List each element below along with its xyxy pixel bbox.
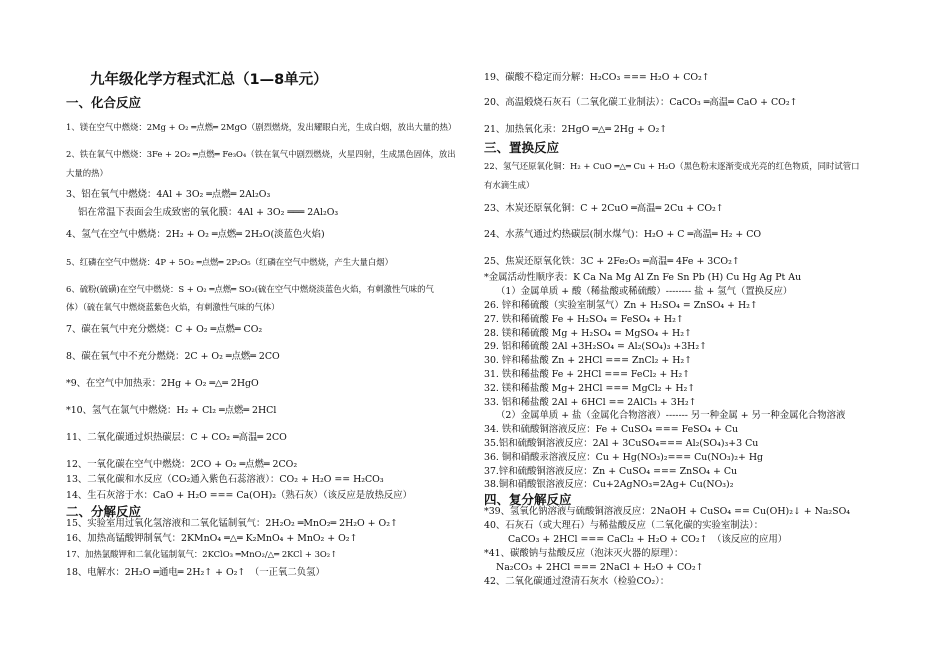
equation-line: 15、实验室用过氧化氢溶液和二氧化锰制氧气：2H₂O₂ ═MnO₂═ 2H₂O + O₂↑ <box>66 518 398 529</box>
section-heading: 一、化合反应 <box>66 95 142 110</box>
equation-line: 8、碳在氧气中不充分燃烧：2C + O₂ ═点燃═ 2CO <box>66 351 280 362</box>
equation-line: 42、二氧化碳通过澄清石灰水（检验CO₂）： <box>484 576 670 587</box>
equation-line: 11、二氧化碳通过炽热碳层：C + CO₂ ═高温═ 2CO <box>66 432 287 443</box>
equation-line: 25、焦炭还原氧化铁：3C + 2Fe₂O₃ ═高温═ 4Fe + 3CO₂↑ <box>484 256 740 267</box>
equation-line: 铝在常温下表面会生成致密的氧化膜：4Al + 3O₂ ═══ 2Al₂O₃ <box>78 207 339 218</box>
equation-line: *41、碳酸钠与盐酸反应（泡沫灭火器的原理）： <box>484 548 684 559</box>
equation-line: 12、一氧化碳在空气中燃烧：2CO + O₂ ═点燃═ 2CO₂ <box>66 459 298 470</box>
equation-line: 13、二氧化碳和水反应（CO₂通入紫色石蕊溶液）：CO₂ + H₂O == H₂CO₃ <box>66 474 384 485</box>
section-heading: 三、置换反应 <box>484 140 560 155</box>
equation-line: 1、镁在空气中燃烧：2Mg + O₂ ═点燃═ 2MgO（剧烈燃烧，发出耀眼白光，生成白烟，放出大量的热） <box>66 122 457 132</box>
equation-line: 35.铝和硫酸铜溶液反应：2Al + 3CuSO₄=== Al₂(SO₄)₃+3 Cu <box>484 438 759 449</box>
equation-line: 24、水蒸气通过灼热碳层(制水煤气)：H₂O + C ═高温═ H₂ + CO <box>484 229 762 240</box>
equation-line: 4、氢气在空气中燃烧：2H₂ + O₂ ═点燃═ 2H₂O(淡蓝色火焰) <box>66 229 325 240</box>
equation-line: 3、铝在氧气中燃烧：4Al + 3O₂ ═点燃═ 2Al₂O₃ <box>66 189 271 200</box>
equation-line: 17、加热氯酸钾和二氧化锰制氧气：2KClO₃ ═MnO₂/△═ 2KCl + 3O₂↑ <box>66 549 338 559</box>
equation-line: （2）金属单质 + 盐（金属化合物溶液）------- 另一种金属 + 另一种金属化合物溶液 <box>496 410 846 421</box>
equation-line: 7、碳在氧气中充分燃烧：C + O₂ ═点燃═ CO₂ <box>66 324 263 335</box>
equation-line: 22、氢气还原氧化铜：H₂ + CuO ═△═ Cu + H₂O（黑色粉末逐渐变成光亮的红色物质，同时试管口 <box>484 161 860 171</box>
equation-line: 37.锌和硫酸铜溶液反应：Zn + CuSO₄ === ZnSO₄ + Cu <box>484 466 738 477</box>
equation-line: 30. 锌和稀盐酸 Zn + 2HCl === ZnCl₂ + H₂↑ <box>484 355 693 366</box>
equation-line: 6、硫粉(硫磺)在空气中燃烧：S + O₂ ═点燃═ SO₂(硫在空气中燃烧淡蓝色火焰，有刺激性气味的气 <box>66 284 434 294</box>
equation-line: *9、在空气中加热汞：2Hg + O₂ ═△═ 2HgO <box>66 378 259 389</box>
equation-line: *10、氢气在氯气中燃烧：H₂ + Cl₂ ═点燃═ 2HCl <box>66 405 277 416</box>
equation-line: 2、铁在氧气中燃烧：3Fe + 2O₂ ═点燃═ Fe₃O₄（铁在氧气中剧烈燃烧，火星四射，生成黑色固体，放出 <box>66 149 456 159</box>
section-heading: 四、复分解反应 <box>484 492 572 507</box>
equation-line: 大量的热） <box>66 168 108 178</box>
equation-line: 体）（硫在氧气中燃烧蓝紫色火焰，有刺激性气味的气体） <box>66 302 280 312</box>
equation-line: *39、氢氧化钠溶液与硫酸铜溶液反应：2NaOH + CuSO₄ == Cu(OH)₂↓ + Na₂SO₄ <box>484 506 851 517</box>
equation-line: *金属活动性顺序表：K Ca Na Mg Al Zn Fe Sn Pb (H) Cu Hg Ag Pt Au <box>484 272 802 283</box>
equation-line: 19、碳酸不稳定而分解：H₂CO₃ === H₂O + CO₂↑ <box>484 72 710 83</box>
equation-line: 5、红磷在空气中燃烧：4P + 5O₂ ═点燃═ 2P₂O₅（红磷在空气中燃烧，产生大量白烟） <box>66 257 394 267</box>
document-title: 九年级化学方程式汇总（1—8单元） <box>90 72 328 88</box>
equation-line: Na₂CO₃ + 2HCl === 2NaCl + H₂O + CO₂↑ <box>496 562 704 573</box>
equation-line: 40、石灰石（或大理石）与稀盐酸反应（二氧化碳的实验室制法）： <box>484 520 764 531</box>
equation-line: 27. 铁和稀硫酸 Fe + H₂SO₄ = FeSO₄ + H₂↑ <box>484 314 684 325</box>
equation-line: 29. 铝和稀硫酸 2Al +3H₂SO₄ = Al₂(SO₄)₃ +3H₂↑ <box>484 341 707 352</box>
equation-line: 28. 镁和稀硫酸 Mg + H₂SO₄ = MgSO₄ + H₂↑ <box>484 328 692 339</box>
equation-line: 20、高温煅烧石灰石（二氧化碳工业制法）：CaCO₃ ═高温═ CaO + CO₂↑ <box>484 97 798 108</box>
equation-line: 16、加热高锰酸钾制氧气：2KMnO₄ ═△═ K₂MnO₄ + MnO₂ + O₂↑ <box>66 533 358 544</box>
equation-line: CaCO₃ + 2HCl === CaCl₂ + H₂O + CO₂↑ （该反应的应用） <box>508 534 788 545</box>
equation-line: 38.铜和硝酸银溶液反应：Cu+2AgNO₃=2Ag+ Cu(NO₃)₂ <box>484 479 734 490</box>
equation-line: 26. 锌和稀硫酸（实验室制氢气）Zn + H₂SO₄ = ZnSO₄ + H₂↑ <box>484 300 758 311</box>
equation-line: 34. 铁和硫酸铜溶液反应：Fe + CuSO₄ === FeSO₄ + Cu <box>484 424 739 435</box>
equation-line: 33. 铝和稀盐酸 2Al + 6HCl == 2AlCl₃ + 3H₂↑ <box>484 397 697 408</box>
equation-line: 有水滴生成） <box>484 180 535 190</box>
section-heading: 二、分解反应 <box>66 504 142 519</box>
equation-line: （1）金属单质 + 酸（稀盐酸或稀硫酸）-------- 盐 + 氢气（置换反应） <box>496 286 793 297</box>
equation-line: 21、加热氧化汞：2HgO ═△═ 2Hg + O₂↑ <box>484 124 668 135</box>
equation-line: 32. 镁和稀盐酸 Mg+ 2HCl === MgCl₂ + H₂↑ <box>484 383 696 394</box>
equation-line: 36. 铜和硝酸汞溶液反应：Cu + Hg(NO₃)₂=== Cu(NO₃)₂+ Hg <box>484 452 764 463</box>
equation-line: 14、生石灰溶于水：CaO + H₂O === Ca(OH)₂（熟石灰）（该反应是放热反应） <box>66 490 412 501</box>
equation-line: 31. 铁和稀盐酸 Fe + 2HCl === FeCl₂ + H₂↑ <box>484 369 691 380</box>
equation-line: 18、电解水：2H₂O ═通电═ 2H₂↑ + O₂↑ （一正氧二负氢） <box>66 567 325 578</box>
equation-line: 23、木炭还原氧化铜：C + 2CuO ═高温═ 2Cu + CO₂↑ <box>484 203 724 214</box>
